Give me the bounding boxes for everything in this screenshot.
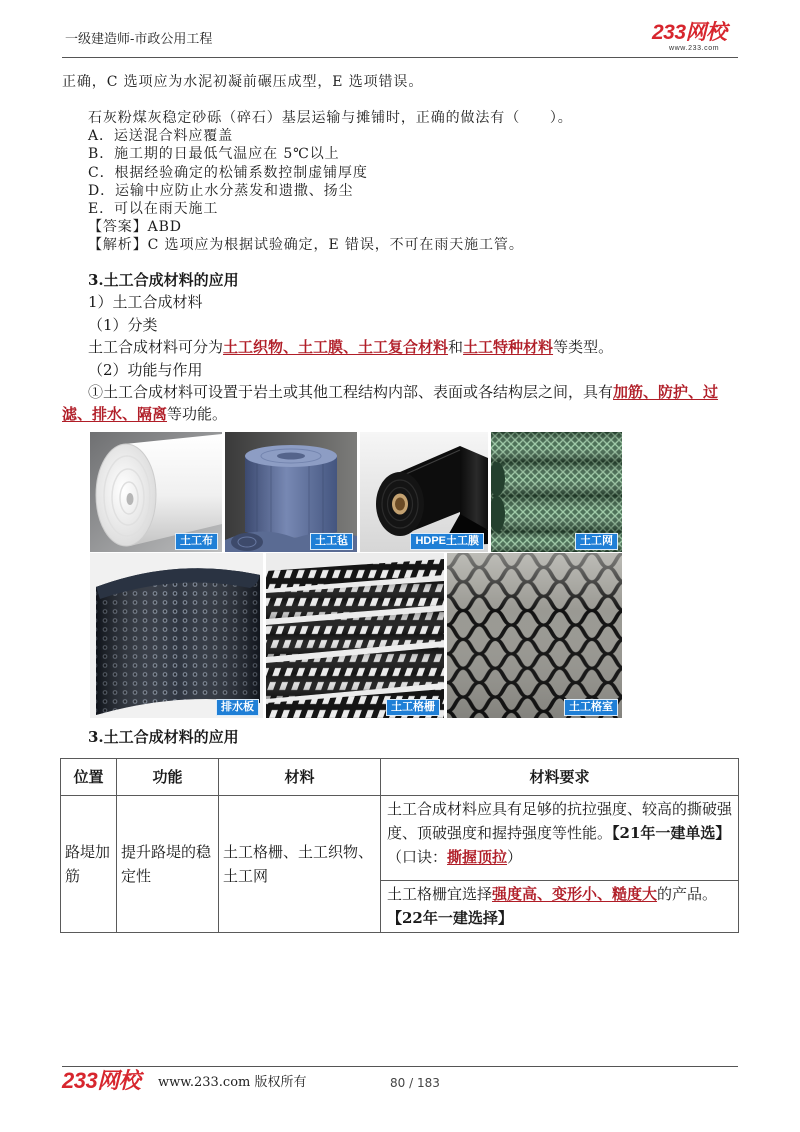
mnemonic-prefix: （口诀： (387, 848, 448, 866)
classification-keywords-1: 土工织物、土工膜、土工复合材料 (223, 338, 449, 357)
classification-keywords-2: 土工特种材料 (463, 338, 554, 357)
cell-requirement-2 (381, 881, 739, 933)
figure-label-geofelt: 土工毡 (310, 533, 353, 550)
option-e: E．可以在雨天施工 (88, 201, 219, 218)
header-divider (62, 57, 738, 58)
function-heading: （2）功能与作用 (88, 360, 203, 379)
requirement-2-keywords: 强度高、变形小、糙度大 (492, 885, 658, 903)
requirement-1-text: 土工合成材料应具有足够的抗拉强度、较高的撕破强度、顶破强度和握持强度等性能。 (387, 800, 733, 842)
footer-copyright: www.233.com 版权所有 (158, 1075, 307, 1090)
header-function: 功能 (117, 759, 219, 796)
figure-geofelt (225, 432, 357, 552)
mnemonic-suffix: ） (507, 848, 523, 866)
section-title-2-block (62, 726, 726, 748)
previous-answer-tail: 正确，C 选项应为水泥初凝前碾压成型，E 选项错误。 (62, 74, 424, 90)
figure-label-geonet: 土工网 (575, 533, 618, 550)
function-prefix: ①土工合成材料可设置于岩土或其他工程结构内部、表面或各结构层之间，具有 (88, 383, 614, 402)
section-block (62, 269, 726, 426)
classification-heading: （1）分类 (88, 315, 158, 334)
question-block (62, 109, 738, 255)
footer-divider (62, 1066, 738, 1067)
figure-drainage-board (90, 553, 263, 718)
requirement-2-tag: 【22年一建选择】 (387, 909, 513, 927)
figure-geotextile (90, 432, 222, 552)
requirement-2-prefix: 土工格栅宜选择 (387, 885, 493, 903)
question-stem: 石灰粉煤灰稳定砂砾（碎石）基层运输与摊铺时，正确的做法有（ ）。 (88, 110, 573, 126)
function-suffix: 等功能。 (167, 405, 228, 424)
function-paragraph (62, 381, 726, 426)
previous-answer-block (62, 73, 738, 91)
page-number: 80 / 183 (390, 1076, 440, 1090)
option-b: B．施工期的日最低气温应在 5℃以上 (88, 146, 340, 163)
footer-logo: 233网校 (62, 1068, 141, 1093)
figure-label-geotextile: 土工布 (175, 533, 218, 550)
classification-prefix: 土工合成材料可分为 (88, 338, 224, 357)
figure-label-geogrid: 土工格栅 (386, 699, 440, 716)
option-c: C．根据经验确定的松铺系数控制虚铺厚度 (88, 164, 368, 181)
classification-paragraph (62, 336, 726, 358)
geogrid-photo (266, 553, 444, 718)
figure-label-geocell: 土工格室 (564, 699, 618, 716)
header-material: 材料 (219, 759, 381, 796)
figure-label-drainage-board: 排水板 (216, 699, 259, 716)
cell-position: 路堤加筋 (61, 796, 117, 933)
table-row (61, 796, 739, 881)
header-position: 位置 (61, 759, 117, 796)
cell-material: 土工格栅、土工织物、土工网 (219, 796, 381, 933)
figure-hdpe-geomembrane (360, 432, 488, 552)
option-d: D．运输中应防止水分蒸发和遗撒、扬尘 (88, 182, 354, 199)
requirement-1-tag: 【21年一建单选】 (612, 824, 731, 842)
sub-heading: 1）土工合成材料 (88, 293, 203, 312)
figure-geonet (491, 432, 622, 552)
requirement-2-suffix: 的产品。 (657, 885, 718, 903)
section-title: 3.土工合成材料的应用 (88, 271, 239, 289)
figure-geocell (447, 553, 622, 718)
geocell-photo (447, 553, 622, 718)
analysis: 【解析】C 选项应为根据试验确定，E 错误，不可在雨天施工管。 (88, 237, 524, 254)
header-logo-url: www.233.com (669, 45, 720, 52)
classification-middle: 和 (448, 338, 464, 357)
header-title: 一级建造师-市政公用工程 (65, 32, 213, 47)
header-requirement: 材料要求 (381, 759, 739, 796)
classification-suffix: 等类型。 (553, 338, 614, 357)
table-header-row (61, 759, 739, 796)
function-keywords: 加筋、防护、过滤、排水、隔离 (62, 383, 719, 424)
header-logo: 233网校 (652, 21, 727, 44)
cell-function: 提升路堤的稳定性 (117, 796, 219, 933)
section-title-2: 3.土工合成材料的应用 (88, 728, 239, 746)
requirements-table (60, 758, 739, 933)
answer: 【答案】ABD (88, 219, 182, 236)
figure-label-hdpe-geomembrane: HDPE土工膜 (410, 533, 484, 550)
drainage-board-photo (90, 553, 263, 718)
option-a: A．运送混合料应覆盖 (88, 128, 234, 145)
figure-geogrid (266, 553, 444, 718)
cell-requirement-1 (381, 796, 739, 881)
mnemonic: 撕握顶拉 (447, 848, 508, 866)
